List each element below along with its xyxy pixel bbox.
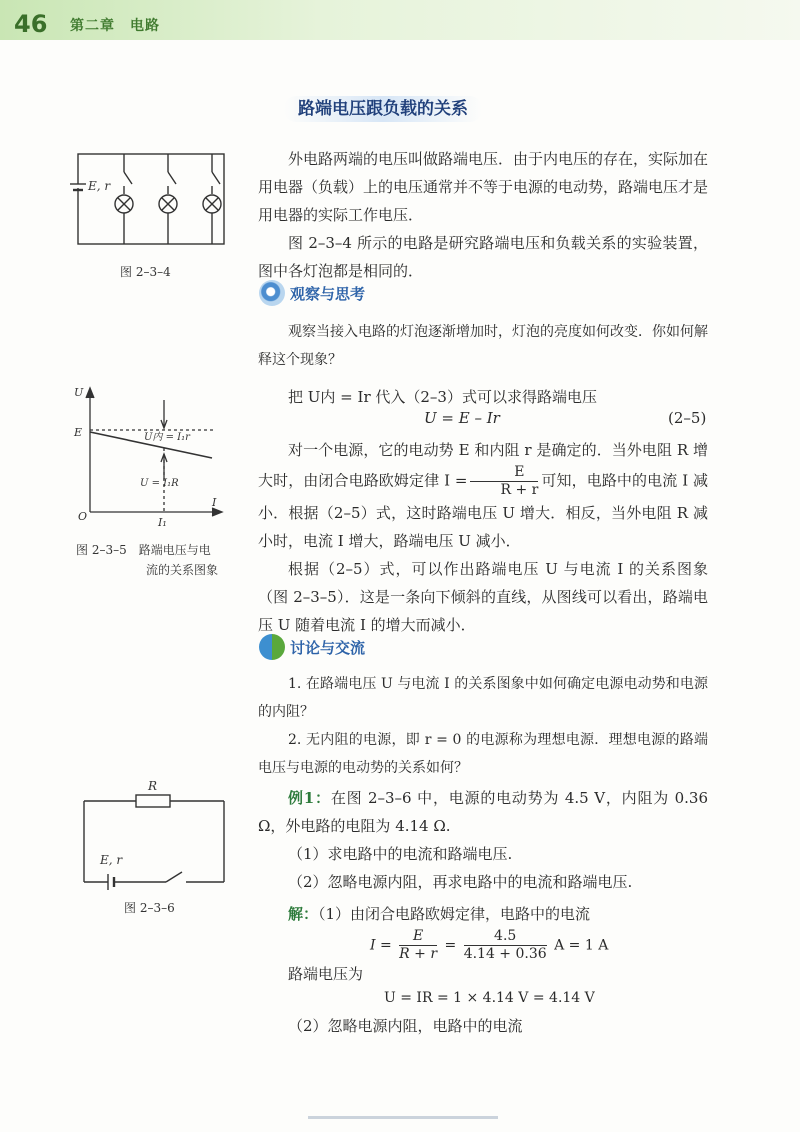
caption-line-2: 流的关系图象 — [146, 563, 219, 577]
voltage-formula: U = IR = 1 × 4.14 V = 4.14 V — [384, 990, 595, 1006]
fraction-2-denominator: 4.14 + 0.36 — [463, 946, 547, 962]
fraction-2-numerator: 4.5 — [464, 928, 547, 946]
label-e-r: E, r — [88, 179, 111, 193]
equation-number: (2–5) — [668, 409, 707, 427]
label-u-external: U = I₁R — [140, 478, 179, 489]
label-e: E — [74, 426, 83, 439]
fraction-1-denominator: R + r — [399, 946, 438, 962]
formula-rhs: A = 1 A — [554, 937, 609, 954]
formula-fraction-2 — [464, 928, 547, 963]
fraction-1-numerator: E — [399, 928, 437, 946]
example-question-2: （2）忽略电源内阻，再求电路中的电流和路端电压. — [288, 873, 633, 891]
page-header — [0, 0, 800, 40]
example-label: 例1： — [288, 789, 331, 807]
derivation-p2-part-b: 可知，电路中的电流 I 减小．根据（2–5）式，这时路端电压 U 增大．相反，当外电阻 R 减小时，电流 I 增大，路端电压 U 减小． — [258, 471, 709, 550]
intro-text — [258, 145, 708, 285]
intro-paragraph-2: 图 2–3–4 所示的电路是研究路端电压和负载关系的实验装置，图中各灯泡都是相同的． — [258, 234, 708, 280]
ohm-law-fraction — [470, 464, 538, 499]
solution-block-3 — [258, 1012, 708, 1040]
example-block — [258, 784, 708, 896]
label-i1: I₁ — [158, 516, 167, 529]
derivation-paragraph-2 — [258, 436, 708, 639]
figure-caption-2-3-4: 图 2–3–4 — [120, 265, 171, 279]
discuss-questions — [258, 670, 708, 782]
example-text: 在图 2–3–6 中，电源的电动势为 4.5 V，内阻为 0.36 Ω，外电路的电阻为 4.14 Ω. — [258, 789, 708, 835]
solution-block — [258, 900, 708, 928]
circuit-figure-2-3-6 — [74, 776, 244, 891]
fraction-numerator: E — [470, 464, 538, 482]
example-question-1: （1）求电路中的电流和路端电压. — [288, 845, 513, 863]
derivation-text — [258, 383, 708, 411]
figure-caption-2-3-6: 图 2–3–6 — [124, 901, 175, 915]
axis-label-i: I — [212, 496, 217, 509]
solution-step-3: （2）忽略电源内阻，电路中的电流 — [288, 1017, 523, 1035]
graph-figure-2-3-5 — [70, 380, 230, 530]
page-bottom-divider — [308, 1116, 498, 1119]
label-e-r-2: E, r — [100, 853, 123, 867]
chapter-title: 第二章 电路 — [70, 18, 160, 34]
discuss-question-2: 2. 无内阻的电源，即 r = 0 的电源称为理想电源．理想电源的路端电压与电源的电动势的关系如何？ — [258, 732, 708, 776]
intro-paragraph-1: 外电路两端的电压叫做路端电压．由于内电压的存在，实际加在用电器（负载）上的电压通常并不等于电源的电动势，路端电压才是用电器的实际工作电压． — [258, 150, 709, 224]
discuss-icon — [259, 634, 285, 660]
label-u-internal: U内 = I₁r — [144, 432, 190, 443]
axis-label-u: U — [74, 386, 84, 399]
solution-label: 解： — [288, 905, 319, 923]
formula-lhs: I = — [370, 937, 392, 954]
caption-line-1: 图 2–3–5 路端电压与电 — [76, 543, 211, 557]
observe-text — [258, 318, 708, 374]
observe-icon — [259, 280, 285, 306]
solution-block-2 — [258, 960, 708, 988]
figure-caption-2-3-5 — [76, 540, 218, 580]
formula-fraction-1 — [399, 928, 437, 963]
observe-heading: 观察与思考 — [290, 285, 366, 303]
derivation-line-1: 把 U内 = Ir 代入（2–3）式可以求得路端电压 — [288, 388, 597, 406]
circuit-figure-2-3-4 — [66, 144, 236, 254]
discuss-question-1: 1. 在路端电压 U 与电流 I 的关系图象中如何确定电源电动势和电源的内阻？ — [258, 676, 708, 720]
solution-step-2: 路端电压为 — [288, 965, 364, 983]
observe-paragraph: 观察当接入电路的灯泡逐渐增加时，灯泡的亮度如何改变．你如何解释这个现象？ — [258, 324, 708, 368]
label-r: R — [148, 779, 158, 793]
derivation-paragraph-3: 根据（2–5）式，可以作出路端电压 U 与电流 I 的关系图象（图 2–3–5）．这是一条向下倾斜的直线，从图线可以看出，路端电压 U 随着电流 I 的增大而减小． — [258, 560, 708, 634]
origin-label: O — [78, 510, 88, 523]
derivation-p2-part-a: 对一个电源，它的电动势 E 和内阻 r 是确定的．当外电阻 R 增大时，由闭合电路欧姆定律 I = — [258, 441, 708, 490]
solution-step-1: （1）由闭合电路欧姆定律，电路中的电流 — [318, 905, 591, 923]
section-title: 路端电压跟负载的关系 — [284, 96, 482, 122]
fraction-denominator: R + r — [500, 482, 539, 498]
formula-2-5: U = E – Ir — [424, 409, 500, 427]
current-formula: I = $\frac{E}{R + r}$ = $\frac{4.5}{4.14 + 0.36}$ A = 1 A — [370, 928, 609, 962]
page-number: 46 — [14, 10, 48, 38]
discuss-heading: 讨论与交流 — [290, 639, 366, 657]
